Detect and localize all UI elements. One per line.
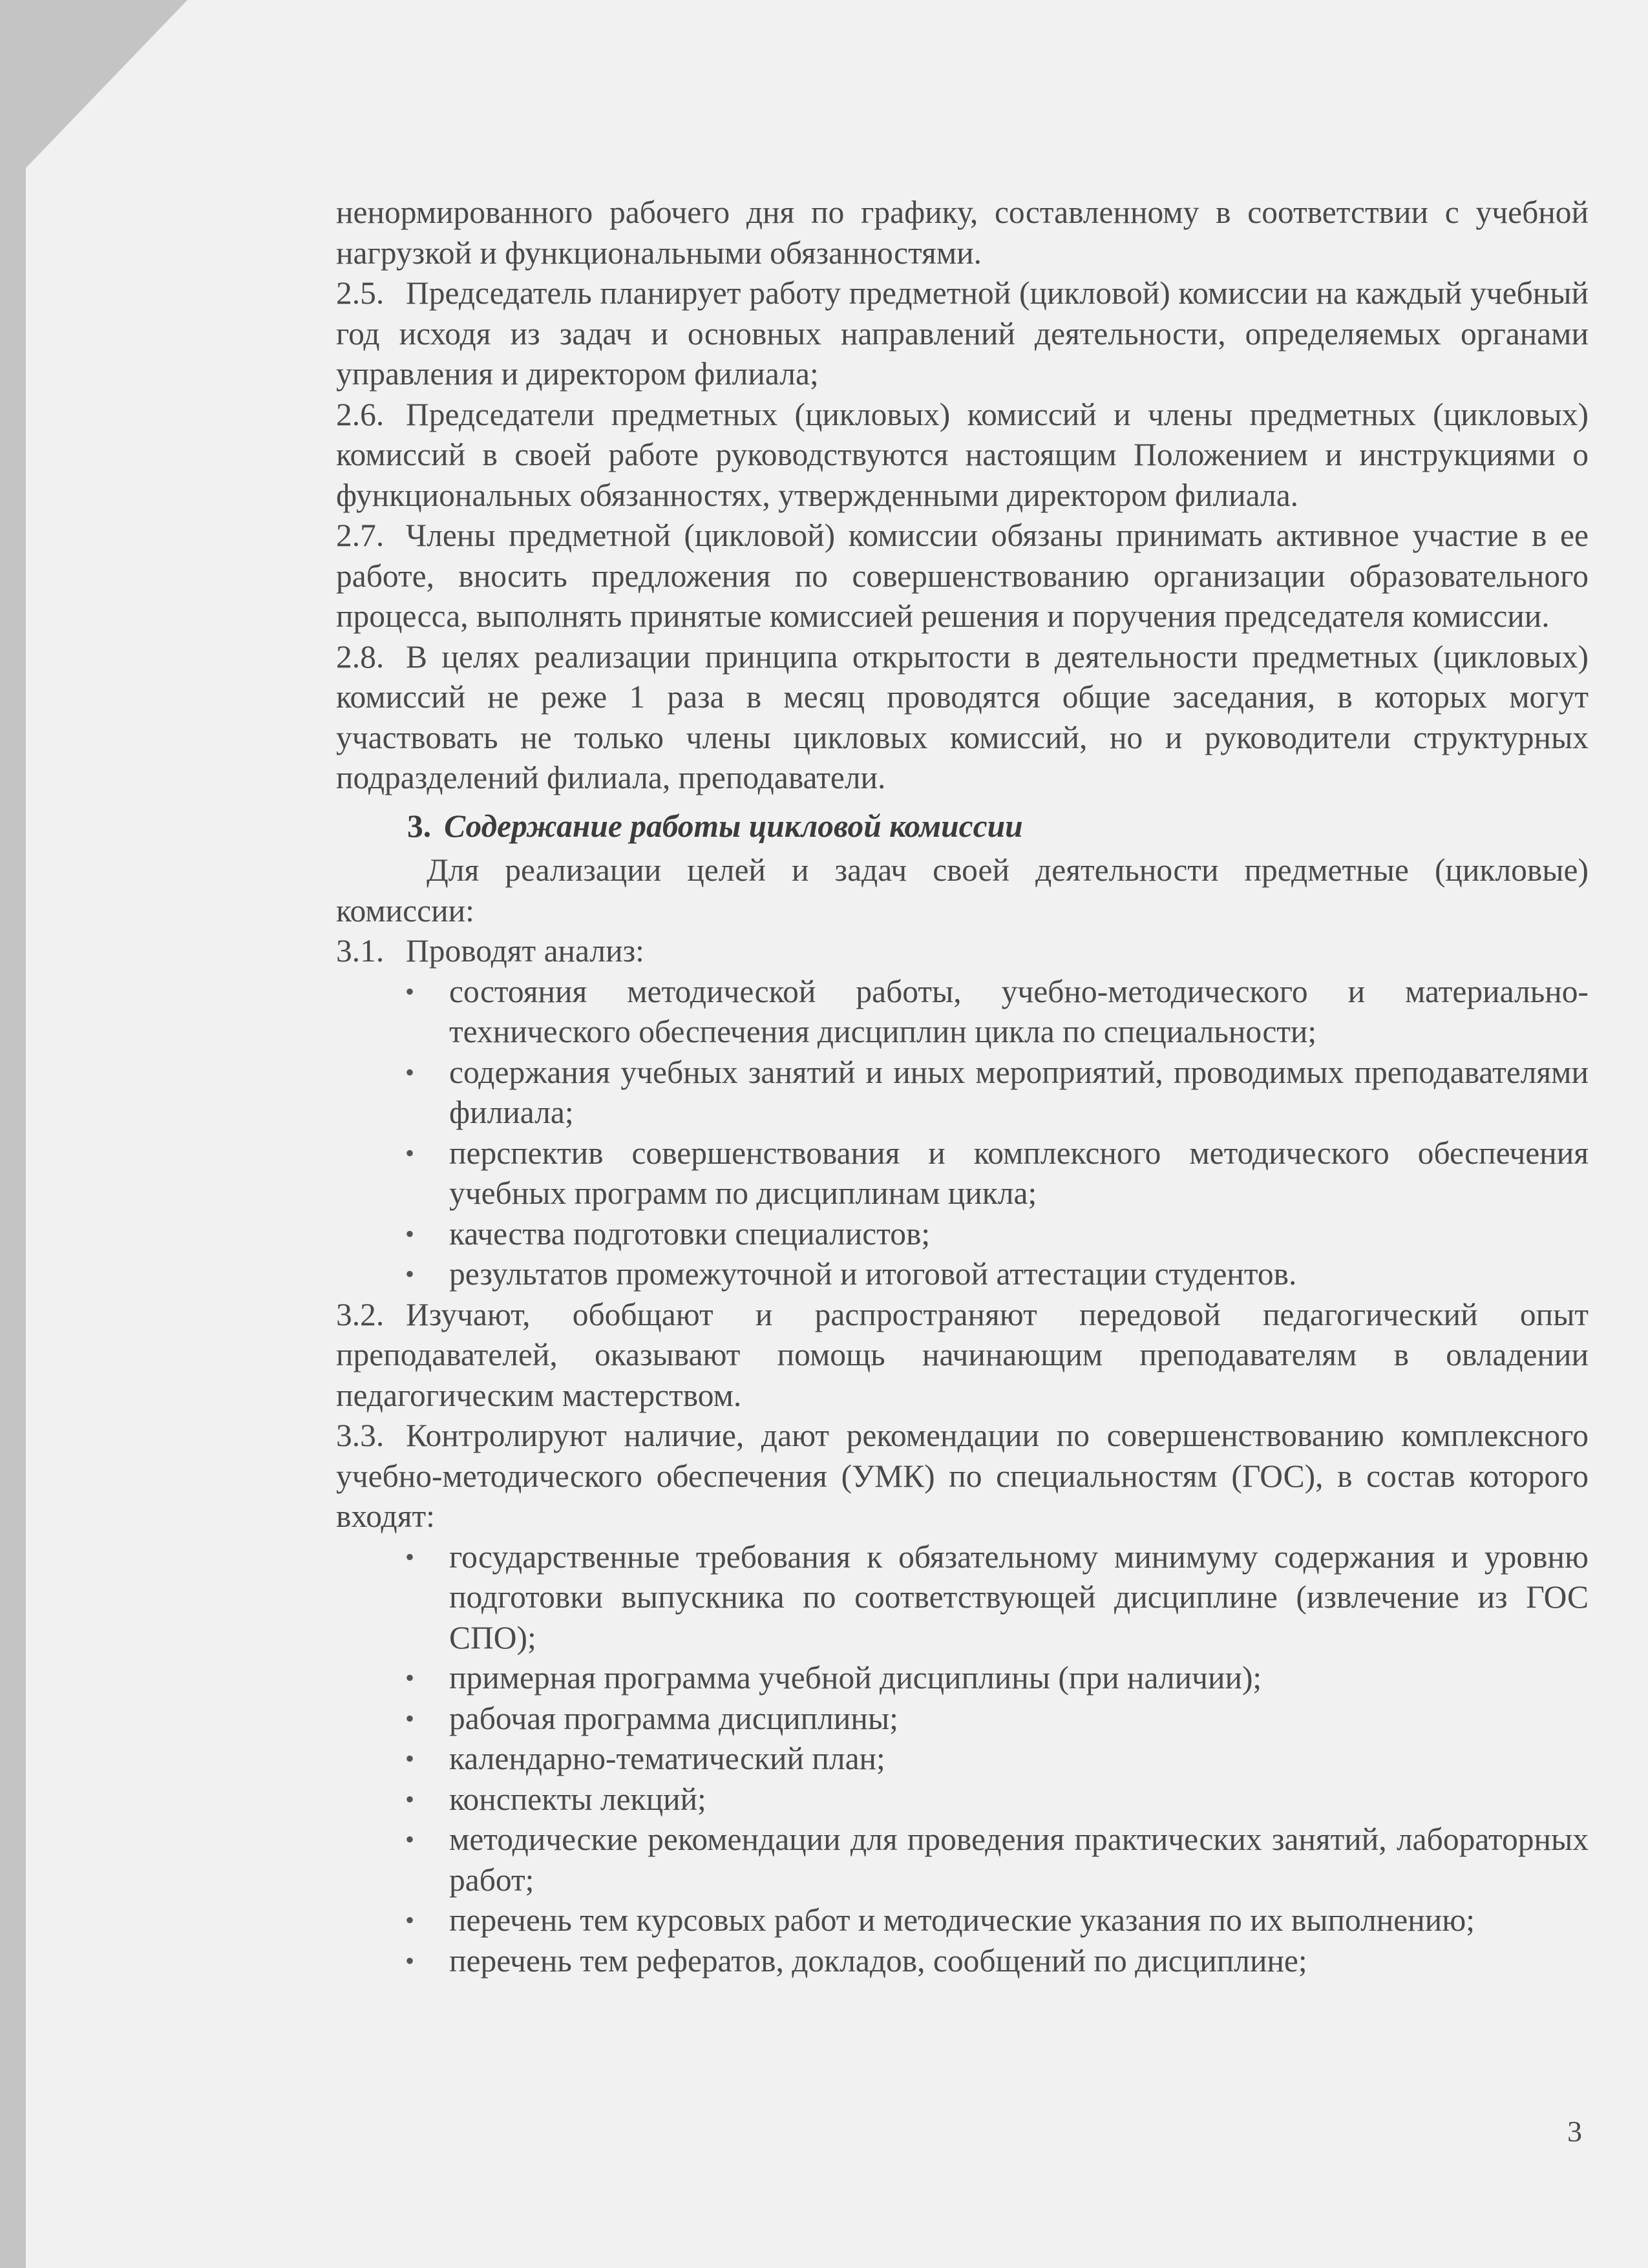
bullet-icon: • <box>405 1906 415 1935</box>
list-item <box>405 1133 1589 1214</box>
list-item <box>405 1820 1589 1900</box>
paragraph-3-2 <box>336 1295 1589 1416</box>
paragraph-2-8 <box>336 637 1589 799</box>
bullet-icon: • <box>405 1946 415 1975</box>
paragraph-text: Члены предметной (цикловой) комиссии обязаны принимать активное участие в ее работе, вносить предложения по совершенствованию организации образовательного процесса, выполнять принятые комиссией решения и поручения председателя комиссии. <box>336 518 1589 634</box>
section-3-heading <box>336 806 1589 847</box>
bullet-icon: • <box>405 1259 415 1288</box>
paragraph-number: 3.3. <box>336 1418 385 1453</box>
paragraph-number: 3.2. <box>336 1296 385 1332</box>
paragraph-number: 3.1. <box>336 933 385 969</box>
list-item <box>405 1699 1589 1739</box>
paragraph-text: Проводят анализ: <box>406 933 644 969</box>
bullet-icon: • <box>405 1219 415 1248</box>
paragraph-2-6 <box>336 395 1589 516</box>
bullet-icon: • <box>405 1663 415 1692</box>
bullet-icon: • <box>405 976 415 1006</box>
list-item <box>405 1780 1589 1820</box>
paragraph-2-7 <box>336 516 1589 637</box>
list-item-text: государственные требования к обязательному минимуму содержания и уровню подготовки выпускника по соответствующей дисциплине (извлечение из ГОС СПО); <box>449 1538 1589 1655</box>
list-item <box>405 1941 1589 1982</box>
paragraph-text: Контролируют наличие, дают рекомендации по совершенствованию комплексного учебно-методического обеспечения (УМК) по специальностям (ГОС), в состав которого входят: <box>336 1418 1589 1534</box>
list-item-text: перечень тем курсовых работ и методические указания по их выполнению; <box>449 1902 1475 1938</box>
list-item-text: состояния методической работы, учебно-методического и материально-технического обеспечения дисциплин цикла по специальности; <box>449 973 1589 1049</box>
paragraph-number: 2.8. <box>336 638 385 675</box>
list-item <box>405 1900 1589 1941</box>
paragraph-text: Изучают, обобщают и распространяют передовой педагогический опыт преподавателей, оказывают помощь начинающим преподавателям в овладении педагогическим мастерством. <box>336 1296 1589 1413</box>
bullet-icon: • <box>405 1784 415 1814</box>
list-item <box>405 1254 1589 1295</box>
paragraph-text: ненормированного рабочего дня по графику, составленному в соответствии с учебной нагрузкой и функциональными обязанностями. <box>336 194 1589 271</box>
paragraph-2-5 <box>336 273 1589 395</box>
paragraph-text: Председатель планирует работу предметной (цикловой) комиссии на каждый учебный год исходя из задач и основных направлений деятельности, определяемых органами управления и директором филиала; <box>336 275 1589 392</box>
list-item-text: конспекты лекций; <box>449 1781 706 1817</box>
bullet-icon: • <box>405 1825 415 1854</box>
list-item-text: календарно-тематический план; <box>449 1741 885 1776</box>
section-number: 3. <box>407 808 432 844</box>
list-item <box>405 972 1589 1053</box>
bullet-icon: • <box>405 1057 415 1087</box>
paragraph-3-1 <box>336 931 1589 972</box>
list-item-text: качества подготовки специалистов; <box>449 1215 931 1252</box>
section-title: Содержание работы цикловой комиссии <box>444 808 1023 844</box>
paragraph-3-3 <box>336 1416 1589 1537</box>
list-item <box>405 1537 1589 1659</box>
list-item-text: методические рекомендации для проведения практических занятий, лабораторных работ; <box>449 1822 1589 1898</box>
umk-bullet-list <box>336 1537 1589 1982</box>
list-item-text: результатов промежуточной и итоговой аттестации студентов. <box>449 1256 1297 1292</box>
paragraph-text: Председатели предметных (цикловых) комиссий и члены предметных (цикловых) комиссий в своей работе руководствуются настоящим Положением и инструкциями о функциональных обязанностях, утвержденными директором филиала. <box>336 396 1589 513</box>
list-item <box>405 1739 1589 1780</box>
analysis-bullet-list <box>336 972 1589 1295</box>
list-item <box>405 1214 1589 1255</box>
list-item-text: рабочая программа дисциплины; <box>449 1700 898 1736</box>
paragraph-number: 2.6. <box>336 396 385 432</box>
page-number: 3 <box>1567 2115 1582 2148</box>
paragraph-2-4-continued <box>336 193 1589 273</box>
paragraph-text: В целях реализации принципа открытости в деятельности предметных (цикловых) комиссий не реже 1 раза в месяц проводятся общие заседания, в которых могут участвовать не только члены цикловых комиссий, но и руководители структурных подразделений филиала, преподаватели. <box>336 638 1589 795</box>
list-item-text: перспектив совершенствования и комплексного методического обеспечения учебных программ по дисциплинам цикла; <box>449 1135 1589 1211</box>
list-item <box>405 1658 1589 1699</box>
paragraph-number: 2.5. <box>336 275 385 311</box>
bullet-icon: • <box>405 1703 415 1733</box>
list-item-text: содержания учебных занятий и иных мероприятий, проводимых преподавателями филиала; <box>449 1054 1589 1130</box>
paragraph-number: 2.7. <box>336 518 385 553</box>
document-content <box>336 193 1589 1981</box>
list-item-text: примерная программа учебной дисциплины (при наличии); <box>449 1660 1262 1696</box>
bullet-icon: • <box>405 1138 415 1168</box>
list-item-text: перечень тем рефератов, докладов, сообщений по дисциплине; <box>449 1942 1307 1979</box>
list-item <box>405 1053 1589 1133</box>
bullet-icon: • <box>405 1542 415 1571</box>
bullet-icon: • <box>405 1744 415 1773</box>
section-3-intro: Для реализации целей и задач своей деятельности предметные (цикловые) комиссии: <box>336 852 1589 929</box>
